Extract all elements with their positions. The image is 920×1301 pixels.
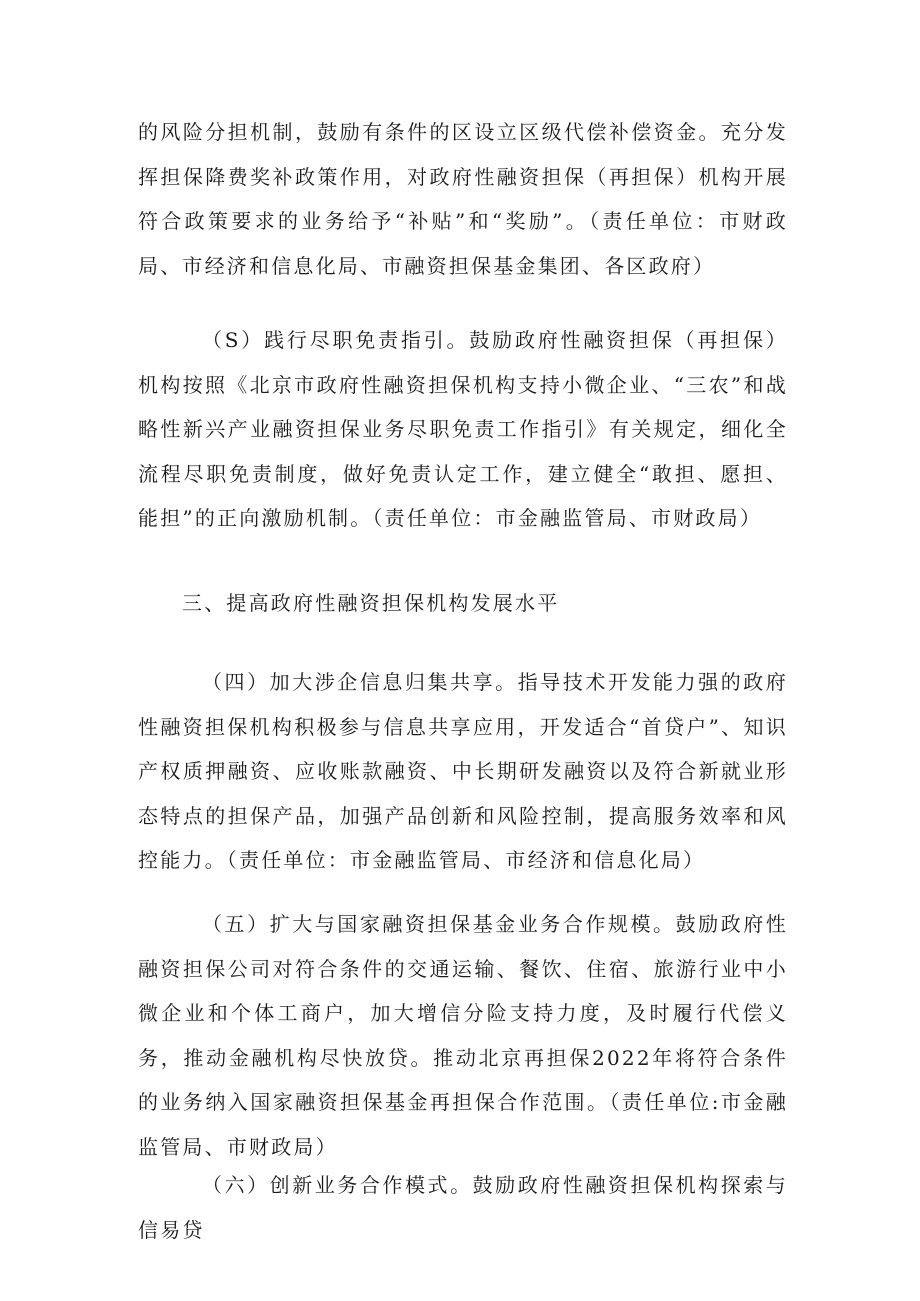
paragraph-due-diligence-exemption: （S）践行尽职免责指引。鼓励政府性融资担保（再担保）机构按照《北京市政府性融资担保机构支持小微企业、“三农”和战略性新兴产业融资担保业务尽职免责工作指引》有关规定，细化全流程尽职免责制度，做好免责认定工作，建立健全“敢担、愿担、能担”的正向激励机制。（责任单位：市金融监管局、市财政局） [138,328,788,530]
paragraph-risk-sharing: 的风险分担机制，鼓励有条件的区设立区级代偿补偿资金。充分发挥担保降费奖补政策作用，对政府性融资担保（再担保）机构开展符合政策要求的业务给予“补贴”和“奖励”。（责任单位：市财政局、市经济和信息化局、市融资担保基金集团、各区政府） [138,120,788,278]
paragraph-innovation-cooperation: （六）创新业务合作模式。鼓励政府性融资担保机构探索与信易贷 [138,1173,788,1242]
paragraph-national-fund-cooperation: （五）扩大与国家融资担保基金业务合作规模。鼓励政府性融资担保公司对符合条件的交通运输、餐饮、住宿、旅游行业中小微企业和个体工商户，加大增信分险支持力度，及时履行代偿义务，推动金融机构尽快放贷。推动北京再担保2022年将符合条件的业务纳入国家融资担保基金再担保合作范围。（责任单位:市金融监管局、市财政局） [138,912,788,1159]
paragraph-info-sharing: （四）加大涉企信息归集共享。指导技术开发能力强的政府性融资担保机构积极参与信息共享应用，开发适合“首贷户”、知识产权质押融资、应收账款融资、中长期研发融资以及符合新就业形态特点的担保产品，加强产品创新和风险控制，提高服务效率和风控能力。（责任单位：市金融监管局、市经济和信息化局） [138,670,788,872]
section-heading-3: 三、提高政府性融资担保机构发展水平 [182,591,560,615]
